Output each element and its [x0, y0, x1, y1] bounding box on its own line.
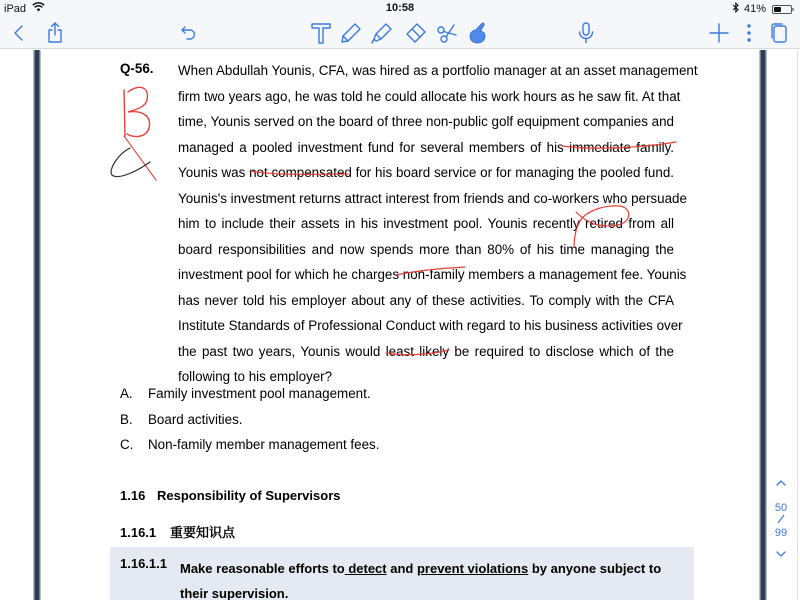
option-letter: A. — [120, 386, 133, 401]
key-point-underlined-detect: detect — [344, 561, 387, 576]
subsection-title: 重要知识点 — [170, 525, 236, 540]
page-separator — [766, 514, 796, 527]
option-text: Non-family member management fees. — [148, 437, 380, 452]
plus-icon — [707, 21, 731, 45]
key-point-text-part: Make reasonable efforts to — [180, 561, 345, 576]
key-point-box — [110, 547, 694, 600]
section-heading — [120, 488, 341, 503]
highlighter-icon — [370, 21, 394, 45]
question-line: board responsibilities and now spends more than 80% of his time managing the — [178, 241, 674, 257]
question-line: following to his employer? — [178, 369, 333, 384]
option-a — [120, 386, 371, 401]
question-line: Younis was not compensated for his board service or for managing the pooled fund. — [178, 165, 674, 180]
undo-button[interactable] — [176, 20, 202, 46]
question-line: firm two years ago, he was told he could allocate his work hours as he saw fit. At that — [178, 88, 681, 104]
back-button[interactable] — [6, 20, 32, 46]
chevron-left-icon — [7, 21, 31, 45]
battery-percent: 41% — [743, 3, 766, 15]
scissors-icon — [435, 21, 459, 45]
text-tool-button[interactable] — [308, 20, 334, 46]
hand-pointer-icon — [465, 21, 489, 45]
document-page — [0, 50, 800, 600]
device-name: iPad — [4, 2, 27, 15]
text-tool-icon — [309, 21, 333, 45]
subsection-heading — [120, 522, 235, 541]
key-point-underlined-prevent: prevent violations — [416, 561, 529, 576]
option-letter: C. — [120, 437, 134, 452]
battery-icon — [772, 5, 792, 14]
option-letter: B. — [120, 412, 133, 427]
clock: 10:58 — [385, 2, 415, 14]
more-button[interactable] — [736, 20, 762, 46]
pages-icon — [767, 21, 791, 45]
highlighter-tool-button[interactable] — [369, 20, 395, 46]
pen-icon — [339, 21, 363, 45]
share-icon — [43, 21, 67, 45]
scissors-tool-button[interactable] — [434, 20, 460, 46]
question-text — [178, 58, 698, 390]
current-page: 50 — [774, 502, 788, 514]
question-line: has never told his employer about any of these activities. To comply with the CFA — [178, 292, 674, 308]
question-label: Q-56. — [120, 61, 154, 76]
toolbar — [0, 16, 800, 49]
section-number: 1.16 — [120, 488, 146, 503]
question-line: time, Younis served on the board of three non-public golf equipment companies and — [178, 114, 674, 129]
document-viewer[interactable] — [0, 50, 800, 600]
page-indicator — [766, 478, 796, 563]
hand-tool-button[interactable] — [464, 20, 490, 46]
key-point-text — [180, 556, 682, 600]
more-vertical-icon — [737, 21, 761, 45]
microphone-button[interactable] — [573, 20, 599, 46]
previous-page-button[interactable] — [766, 478, 796, 492]
status-bar — [0, 0, 800, 16]
question-line: When Abdullah Younis, CFA, was hired as a portfolio manager at an asset management — [178, 63, 698, 78]
battery-fill — [774, 7, 781, 12]
share-button[interactable] — [42, 20, 68, 46]
option-b — [120, 412, 243, 427]
chevron-down-icon — [775, 549, 787, 559]
next-page-button[interactable] — [766, 549, 796, 563]
eraser-tool-button[interactable] — [402, 20, 428, 46]
microphone-icon — [574, 21, 598, 45]
option-text: Board activities. — [148, 412, 243, 427]
bluetooth-icon — [732, 2, 740, 16]
pen-tool-button[interactable] — [338, 20, 364, 46]
pages-button[interactable] — [766, 20, 792, 46]
key-point-text-part: by anyone subject to their supervision. — [180, 561, 662, 600]
section-title: Responsibility of Supervisors — [157, 488, 341, 503]
question-line: investment pool for which he charges non-family members a management fee. Younis — [178, 267, 687, 282]
subsection-number: 1.16.1 — [120, 525, 157, 540]
option-text: Family investment pool management. — [148, 386, 371, 401]
question-line: Institute Standards of Professional Conduct with regard to his business activities over — [178, 318, 683, 333]
question-line: the past two years, Younis would least likely be required to disclose which of the — [178, 343, 674, 359]
question-line: Younis's investment returns attract interest from friends and co-workers who persuade — [178, 190, 687, 206]
eraser-icon — [403, 21, 427, 45]
question-line: managed a pooled investment fund for several members of his immediate family. — [178, 139, 674, 155]
undo-icon — [177, 21, 201, 45]
key-point-number: 1.16.1.1 — [120, 556, 167, 571]
question-line: him to include their assets in his investment pool. Younis recently retired from all — [178, 216, 674, 231]
slash-icon — [776, 514, 786, 524]
add-button[interactable] — [706, 20, 732, 46]
total-pages: 99 — [774, 527, 788, 539]
option-c — [120, 437, 379, 452]
chevron-up-icon — [775, 478, 787, 488]
key-point-text-part: and — [386, 561, 417, 576]
